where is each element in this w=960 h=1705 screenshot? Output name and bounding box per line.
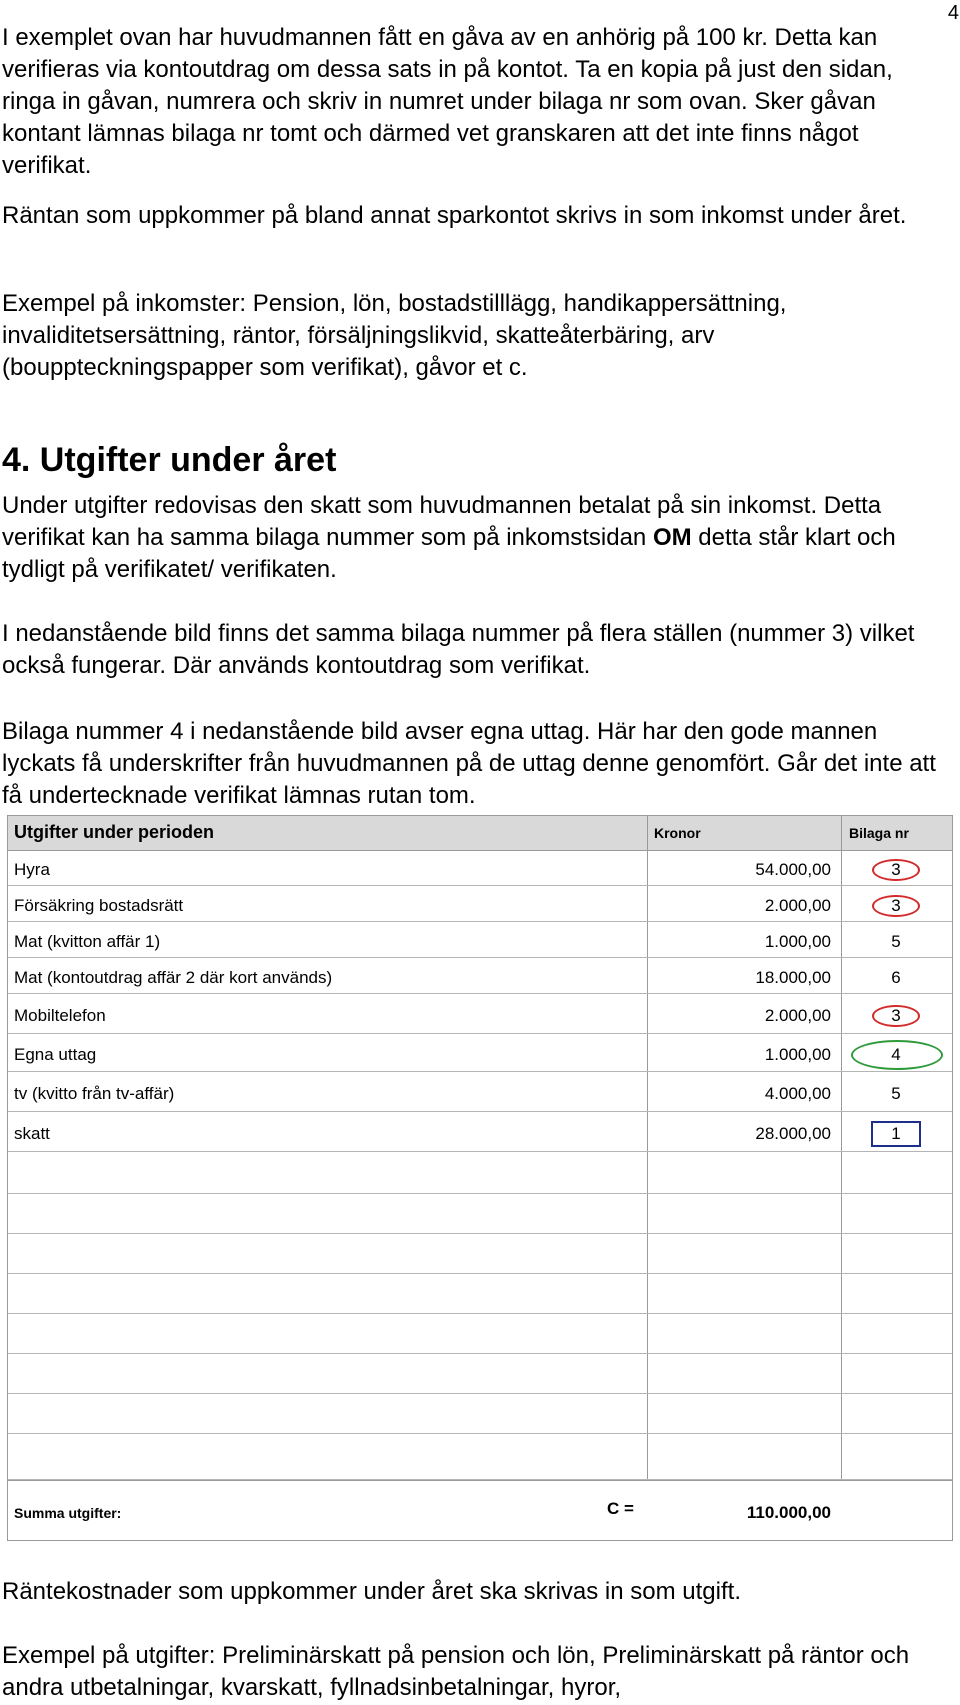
row-description: Hyra [14,860,50,879]
paragraph-verification-after: detta står klart och tydligt på verifikatet/ verifikaten. [2,524,896,583]
page-number: 4 [947,2,959,24]
row-amount: 1.000,00 [764,1045,831,1064]
paragraph-same-attachment: I nedanstående bild finns det samma bilaga nummer på flera ställen (nummer 3) vilket också fungerar. Där används kontoutdrag som verifikat. [2,620,915,679]
row-amount: 2.000,00 [764,1006,831,1025]
row-description: Försäkring bostadsrätt [14,896,184,915]
header-description: Utgifter under perioden [14,822,215,842]
red-circle-mark [872,859,920,881]
table-row [8,886,952,922]
expenses-table [7,815,953,1541]
paragraph-expense-examples: Exempel på utgifter: Preliminärskatt på pension och lön, Preliminärskatt på räntor och andra utbetalningar, kvarskatt, fyllnadsinbetalningar, hyror, [2,1642,910,1701]
row-description: Egna uttag [14,1045,97,1064]
table-row [8,1112,952,1152]
header-bilaga: Bilaga nr [849,825,909,841]
table-row [8,958,952,994]
paragraph-tax-expenses-line1: Under utgifter redovisas den skatt som huvudmannen betalat på sin inkomst. [2,492,818,519]
table-row [8,922,952,958]
sum-label: Summa utgifter: [14,1505,122,1521]
row-bilaga: 6 [891,968,901,987]
red-circle-mark [872,1005,920,1027]
table-row [8,994,952,1034]
row-amount: 2.000,00 [764,896,831,915]
red-circle-mark [872,895,920,917]
header-kronor: Kronor [654,825,701,841]
row-amount: 54.000,00 [755,860,831,879]
row-description: Mat (kontoutdrag affär 2 där kort används) [14,968,333,987]
table-row [8,1274,952,1314]
row-bilaga: 5 [891,932,901,951]
table-row [8,1434,952,1480]
section-heading: 4. Utgifter under året [2,441,337,479]
row-description: tv (kvitto från tv-affär) [14,1084,175,1103]
paragraph-verification-before: Detta verifikat kan ha samma bilaga nummer som på inkomstsidan [2,492,882,551]
emphasis-om: OM [652,524,692,551]
blue-box-mark [871,1121,921,1147]
row-bilaga: 5 [891,1084,901,1103]
paragraph-tax-expenses [2,490,952,586]
table-row [8,1354,952,1394]
table-row [8,1314,952,1354]
green-circle-mark [851,1040,943,1070]
row-description: Mobiltelefon [14,1006,106,1025]
row-amount: 4.000,00 [764,1084,831,1103]
table-header [8,816,952,851]
sum-value: 110.000,00 [746,1503,831,1522]
row-bilaga: 3 [891,860,901,879]
row-amount: 28.000,00 [755,1124,831,1143]
paragraph-gift-example: I exemplet ovan har huvudmannen fått en gåva av en anhörig på 100 kr. Detta kan verifieras via kontoutdrag om dessa sats in på kontot. Ta en kopia på just den sidan, ringa in gåvan, numrera och skriv in numret under bilaga nr som ovan. Sker gåvan kontant lämnas bilaga nr tomt och därmed vet granskaren att det inte finns något verifikat. [2,24,893,179]
row-bilaga: 4 [891,1045,901,1064]
table-row [8,850,952,886]
row-description: Mat (kvitton affär 1) [14,932,161,951]
paragraph-income-examples: Exempel på inkomster: Pension, lön, bostadstilllägg, handikappersättning, invaliditetsersättning, räntor, försäljningslikvid, skatteåterbäring, arv (bouppteckningspapper som verifikat), gåvor et c. [2,290,787,381]
row-bilaga: 3 [891,1006,901,1025]
sum-c-label: C = [607,1499,634,1518]
table-row [8,1194,952,1234]
table-row [8,1394,952,1434]
table-row [8,1072,952,1112]
row-bilaga: 1 [891,1124,901,1143]
table-row [8,1034,952,1072]
paragraph-interest-income: Räntan som uppkommer på bland annat sparkontot skrivs in som inkomst under året. [2,202,907,229]
row-amount: 18.000,00 [755,968,831,987]
row-bilaga: 3 [891,896,901,915]
table-row [8,1234,952,1274]
row-description: skatt [14,1124,50,1143]
paragraph-own-withdrawals: Bilaga nummer 4 i nedanstående bild avser egna uttag. Här har den gode mannen lyckats få underskrifter från huvudmannen på de uttag denne genomfört. Går det inte att få undertecknade verifikat lämnas rutan tom. [2,718,936,809]
sum-row [8,1480,952,1541]
row-amount: 1.000,00 [764,932,831,951]
table-row [8,1152,952,1194]
paragraph-interest-costs: Räntekostnader som uppkommer under året ska skrivas in som utgift. [2,1578,741,1605]
